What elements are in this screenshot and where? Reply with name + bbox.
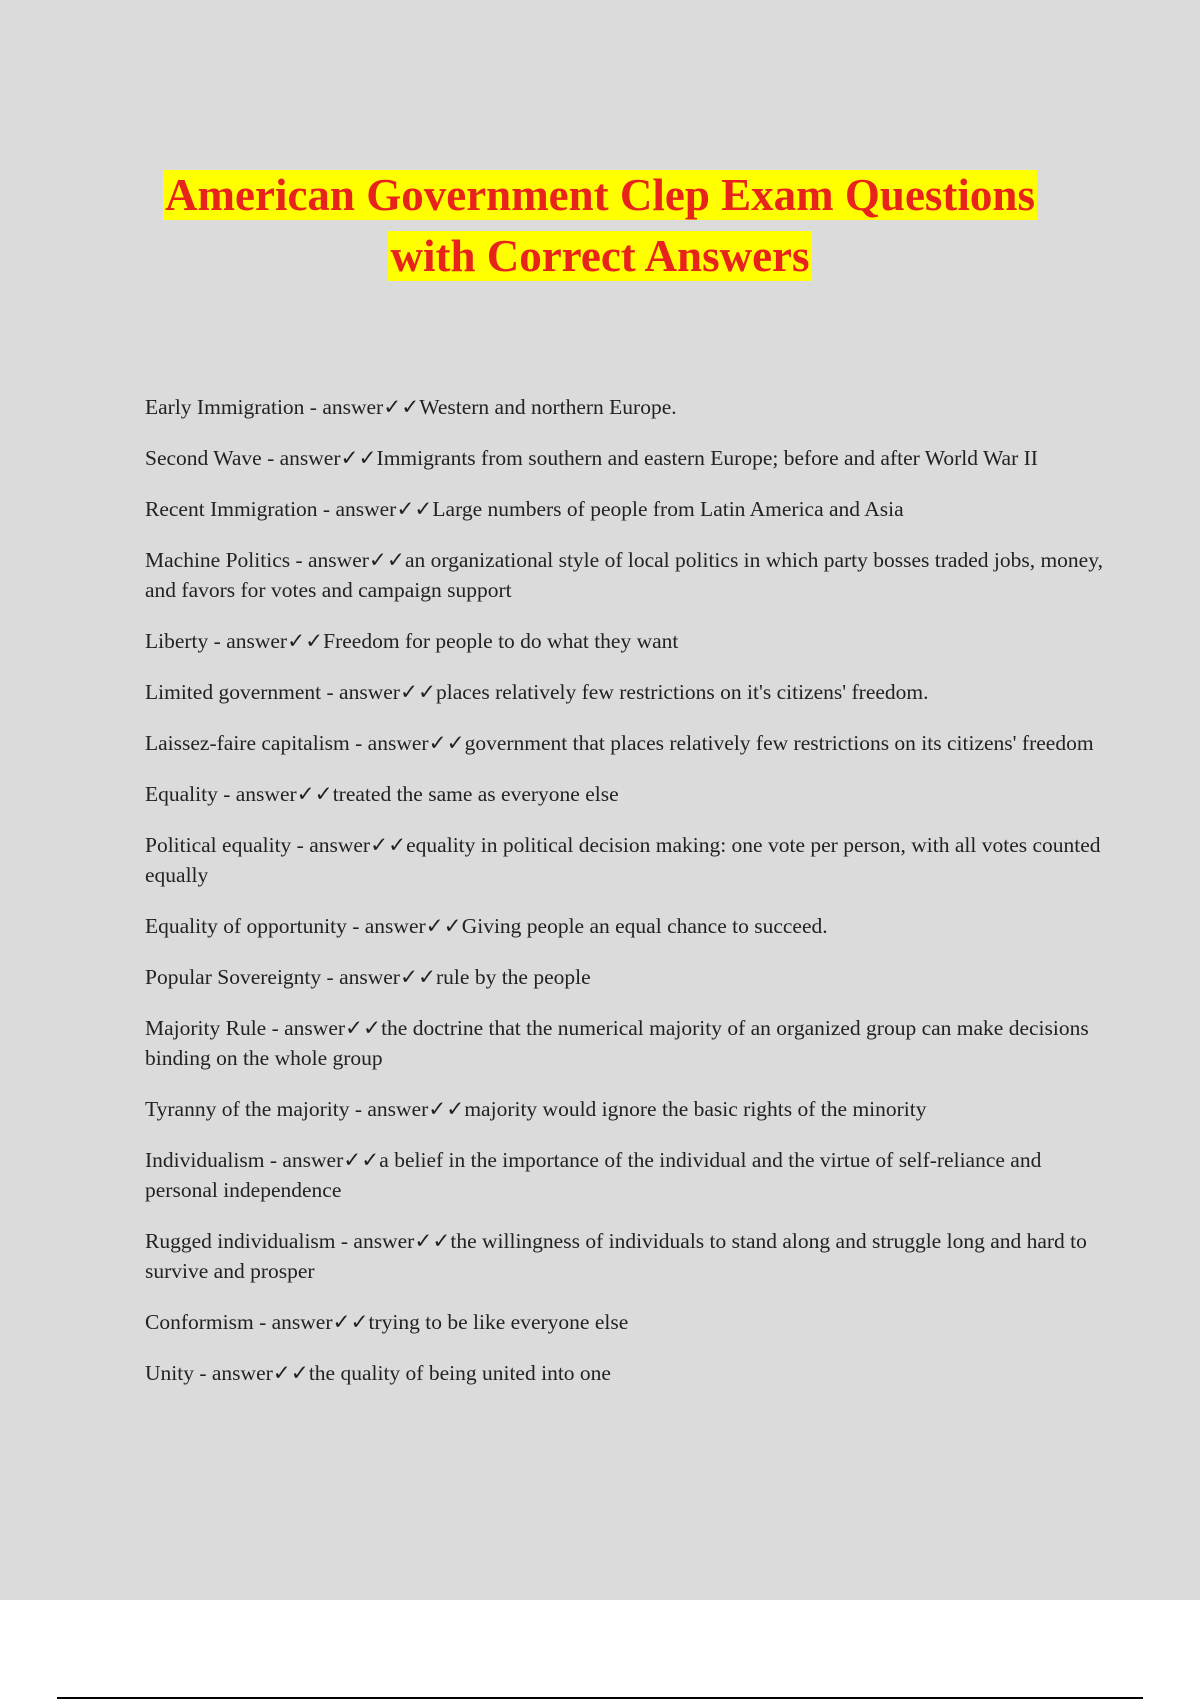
qa-item	[145, 962, 1105, 992]
qa-item	[145, 545, 1105, 605]
qa-term: Majority Rule	[145, 1016, 267, 1040]
checkmark-icon: ✓✓	[340, 446, 377, 470]
checkmark-icon: ✓✓	[399, 965, 437, 989]
qa-answer: Western and northern Europe.	[419, 395, 677, 419]
qa-answer: trying to be like everyone else	[368, 1310, 629, 1334]
checkmark-icon: ✓✓	[272, 1361, 309, 1385]
qa-term: Tyranny of the majority	[145, 1097, 350, 1121]
page-divider	[57, 1697, 1143, 1699]
qa-item	[145, 830, 1105, 890]
qa-answer: a belief in the importance of the individual and the virtue of self-reliance and personal independence	[145, 1148, 1042, 1202]
qa-answer: the willingness of individuals to stand along and struggle long and hard to survive and prosper	[145, 1229, 1087, 1283]
qa-term: Equality	[145, 782, 218, 806]
checkmark-icon: ✓✓	[399, 680, 436, 704]
qa-separator: - answer	[208, 629, 288, 653]
qa-separator: - answer	[335, 1229, 415, 1253]
qa-answer: treated the same as everyone else	[332, 782, 619, 806]
qa-answer: government that places relatively few restrictions on its citizens' freedom	[464, 731, 1094, 755]
qa-separator: - answer	[266, 1016, 346, 1040]
qa-answer: equality in political decision making: one vote per person, with all votes counted equally	[145, 833, 1101, 887]
qa-answer: Immigrants from southern and eastern Europe; before and after World War II	[376, 446, 1038, 470]
checkmark-icon: ✓✓	[428, 1097, 465, 1121]
checkmark-icon: ✓✓	[428, 731, 465, 755]
qa-list	[145, 392, 1105, 1409]
qa-item	[145, 1358, 1105, 1388]
qa-separator: - answer	[291, 833, 371, 857]
checkmark-icon: ✓✓	[425, 914, 462, 938]
qa-term: Laissez-faire capitalism	[145, 731, 350, 755]
qa-answer: places relatively few restrictions on it's citizens' freedom.	[435, 680, 929, 704]
qa-item	[145, 1145, 1105, 1205]
qa-item	[145, 1307, 1105, 1337]
qa-separator: - answer	[193, 1361, 273, 1385]
checkmark-icon: ✓✓	[414, 1229, 451, 1253]
checkmark-icon: ✓✓	[343, 1148, 380, 1172]
qa-answer: Giving people an equal chance to succeed.	[461, 914, 828, 938]
qa-item	[145, 443, 1105, 473]
qa-term: Popular Sovereignty	[145, 965, 322, 989]
checkmark-icon: ✓✓	[296, 782, 333, 806]
qa-answer: the doctrine that the numerical majority of an organized group can make decisions binding on the whole group	[145, 1016, 1089, 1070]
qa-separator: - answer	[290, 548, 369, 572]
qa-term: Early Immigration	[145, 395, 305, 419]
qa-term: Political equality	[145, 833, 292, 857]
qa-separator: - answer	[217, 782, 297, 806]
qa-separator: - answer	[304, 395, 384, 419]
title-line-1: American Government Clep Exam Questions	[165, 170, 1035, 220]
checkmark-icon: ✓✓	[396, 497, 433, 521]
qa-item	[145, 911, 1105, 941]
qa-item	[145, 626, 1105, 656]
qa-term: Machine Politics	[145, 548, 291, 572]
qa-term: Unity	[145, 1361, 194, 1385]
qa-separator: - answer	[349, 1097, 429, 1121]
title-line-2: with Correct Answers	[390, 231, 810, 281]
qa-term: Equality of opportunity	[145, 914, 347, 938]
checkmark-icon: ✓✓	[345, 1016, 382, 1040]
qa-separator: - answer	[317, 497, 397, 521]
document-title	[100, 165, 1100, 287]
qa-separator: - answer	[253, 1310, 333, 1334]
checkmark-icon: ✓✓	[332, 1310, 369, 1334]
qa-item	[145, 677, 1105, 707]
qa-separator: - answer	[346, 914, 426, 938]
qa-separator: - answer	[261, 446, 341, 470]
qa-term: Liberty	[145, 629, 209, 653]
checkmark-icon: ✓✓	[370, 833, 407, 857]
qa-item	[145, 779, 1105, 809]
qa-item	[145, 392, 1105, 422]
checkmark-icon: ✓✓	[368, 548, 405, 572]
qa-answer: majority would ignore the basic rights of the minority	[464, 1097, 927, 1121]
qa-separator: - answer	[264, 1148, 344, 1172]
qa-answer: Large numbers of people from Latin America and Asia	[432, 497, 904, 521]
checkmark-icon: ✓✓	[383, 395, 420, 419]
qa-term: Rugged individualism	[145, 1229, 336, 1253]
qa-item	[145, 728, 1105, 758]
qa-term: Individualism	[145, 1148, 265, 1172]
qa-term: Limited government	[145, 680, 322, 704]
qa-answer: Freedom for people to do what they want	[323, 629, 679, 653]
qa-separator: - answer	[321, 965, 400, 989]
qa-item	[145, 1013, 1105, 1073]
qa-term: Conformism	[145, 1310, 254, 1334]
qa-answer: rule by the people	[436, 965, 591, 989]
qa-item	[145, 1094, 1105, 1124]
qa-separator: - answer	[321, 680, 400, 704]
qa-item	[145, 1226, 1105, 1286]
qa-separator: - answer	[349, 731, 429, 755]
qa-item	[145, 494, 1105, 524]
checkmark-icon: ✓✓	[287, 629, 324, 653]
qa-term: Recent Immigration	[145, 497, 318, 521]
qa-answer: the quality of being united into one	[308, 1361, 611, 1385]
qa-answer: an organizational style of local politics in which party bosses traded jobs, money, and favors for votes and campaign support	[145, 548, 1103, 602]
qa-term: Second Wave	[145, 446, 262, 470]
